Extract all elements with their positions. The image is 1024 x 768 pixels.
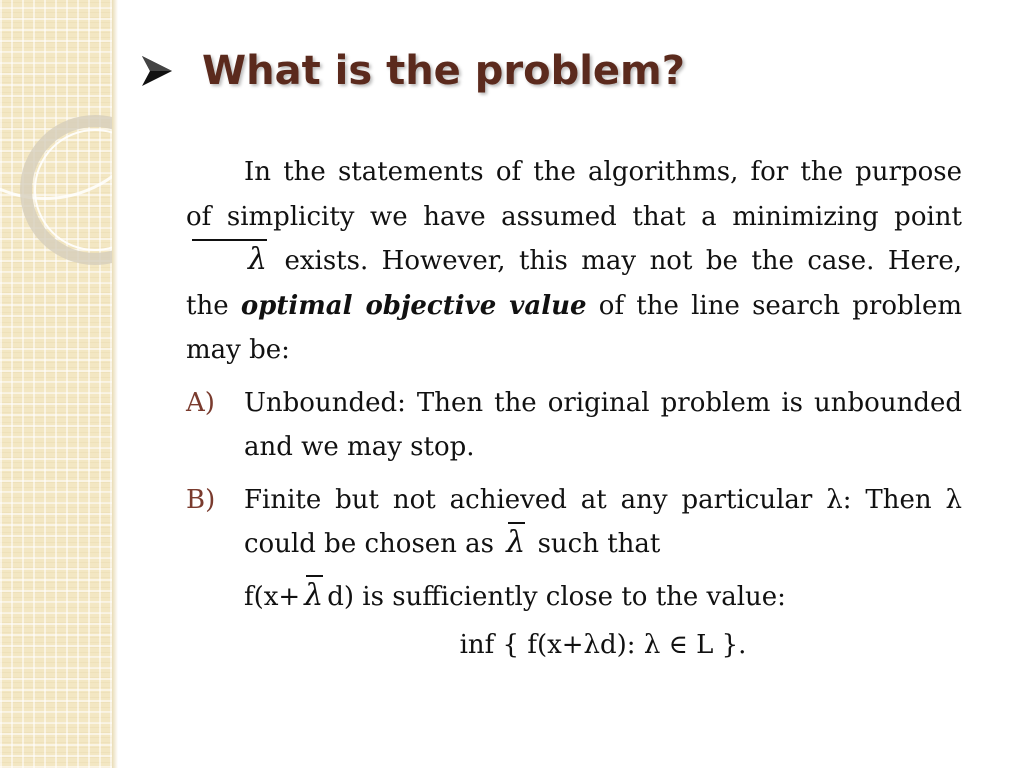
lambda-bar-symbol: λ	[186, 245, 271, 275]
slide-title	[140, 40, 980, 102]
decorative-sidebar	[0, 0, 112, 768]
slide-body	[186, 150, 962, 668]
formula: inf { f(x+λd): λ ∈ L }.	[459, 630, 747, 660]
list-item-text: Unbounded: Then the original problem is unbounded and we may stop.	[244, 387, 962, 462]
lambda-bar-symbol: λ	[300, 581, 327, 611]
lambda-bar-symbol: λ	[502, 528, 529, 558]
continuation-text: d) is sufficiently close to the value:	[327, 581, 786, 612]
list-text-part: such that	[529, 529, 661, 559]
list-marker: A)	[186, 387, 215, 418]
continuation-text: f(x+	[244, 581, 301, 612]
list-item-text	[244, 478, 962, 567]
list-text-part: Finite but not achieved at any particular λ: Then λ could be chosen as	[244, 484, 962, 559]
paragraph-text: exists. However, this may not be the case. Here, the	[186, 246, 962, 321]
title-text: What is the problem?	[202, 48, 685, 94]
paragraph-text: of the line search problem may be:	[186, 290, 962, 365]
sidebar-edge	[112, 0, 118, 768]
arrow-bullet-icon	[140, 54, 174, 88]
continuation-line	[244, 575, 962, 620]
list-item-b	[186, 478, 962, 567]
intro-paragraph	[186, 150, 962, 373]
list-marker: B)	[186, 484, 216, 515]
paragraph-text: In the statements of the algorithms, for the purpose of simplicity we have assumed that a minimizing point	[186, 157, 962, 232]
list-item-a	[186, 381, 962, 470]
emphasis-text: optimal objective value	[240, 290, 587, 321]
